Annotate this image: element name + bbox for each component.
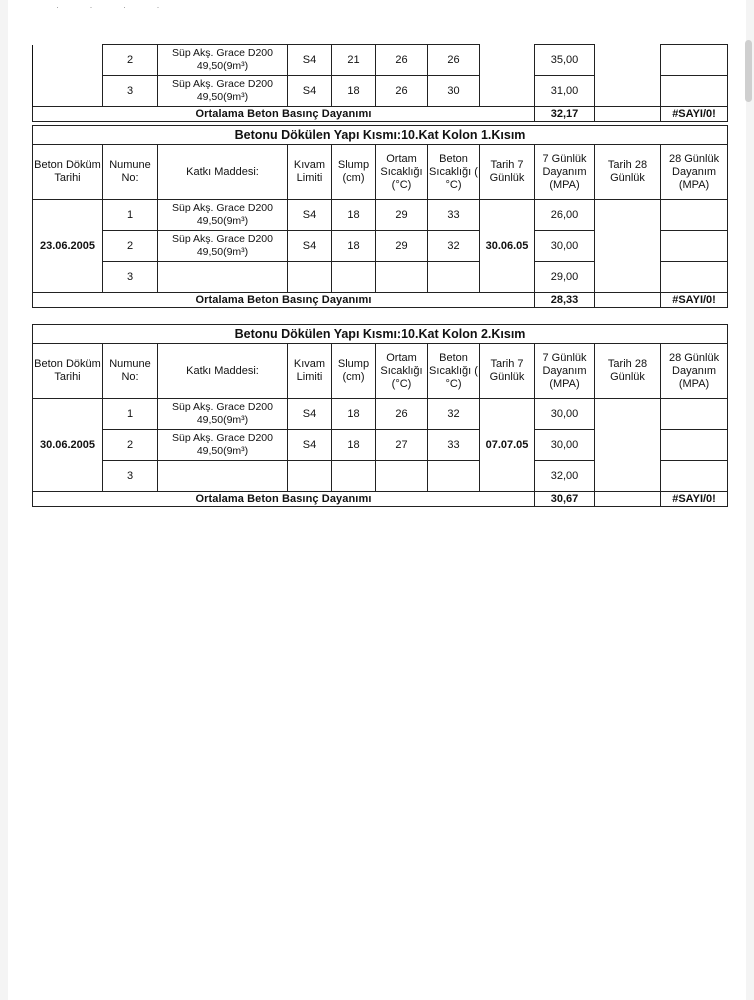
section-2-table xyxy=(32,324,728,507)
slump: 18 xyxy=(332,231,376,262)
section-title-row xyxy=(33,126,728,145)
section-title-row xyxy=(33,325,728,344)
katki-maddesi: Süp Akş. Grace D200 49,50(9m³) xyxy=(158,231,288,262)
beton-sicakligi xyxy=(428,461,480,492)
dayanim-28 xyxy=(661,45,728,76)
table-row xyxy=(33,45,728,76)
header-kivam-limiti: Kıvam Limiti xyxy=(288,344,332,399)
dayanim-28 xyxy=(661,399,728,430)
dayanim-28 xyxy=(661,231,728,262)
header-beton-sicakligi: Beton Sıcaklığı ( °C) xyxy=(428,344,480,399)
header-ortam-sicakligi: Ortam Sıcaklığı (°C) xyxy=(376,344,428,399)
slump: 18 xyxy=(332,76,376,107)
ortam-sicakligi: 29 xyxy=(376,200,428,231)
katki-maddesi xyxy=(158,461,288,492)
average-label: Ortalama Beton Basınç Dayanımı xyxy=(33,492,535,507)
numune-no: 3 xyxy=(103,76,158,107)
kivam-limiti xyxy=(288,461,332,492)
header-ortam-sicakligi: Ortam Sıcaklığı (°C) xyxy=(376,145,428,200)
dokum-tarihi: 23.06.2005 xyxy=(33,200,103,293)
header-beton-dokum-tarihi: Beton Döküm Tarihi xyxy=(33,145,103,200)
tarih-28 xyxy=(595,200,661,293)
header-tarih-7: Tarih 7 Günlük xyxy=(480,145,535,200)
beton-sicakligi: 26 xyxy=(428,45,480,76)
table-row xyxy=(33,76,728,107)
numune-no: 2 xyxy=(103,231,158,262)
ortam-sicakligi: 26 xyxy=(376,399,428,430)
header-numune-no: Numune No: xyxy=(103,344,158,399)
header-beton-sicakligi: Beton Sıcaklığı ( °C) xyxy=(428,145,480,200)
average-label: Ortalama Beton Basınç Dayanımı xyxy=(33,293,535,308)
header-tarih-28: Tarih 28 Günlük xyxy=(595,145,661,200)
scrollbar-thumb[interactable] xyxy=(745,40,752,102)
average-7: 28,33 xyxy=(535,293,595,308)
kivam-limiti: S4 xyxy=(288,231,332,262)
average-28: #SAYI/0! xyxy=(661,492,728,507)
dokum-tarihi: 30.06.2005 xyxy=(33,399,103,492)
dayanim-7: 32,00 xyxy=(535,461,595,492)
header-tarih-7: Tarih 7 Günlük xyxy=(480,344,535,399)
average-28: #SAYI/0! xyxy=(661,107,728,122)
slump: 18 xyxy=(332,399,376,430)
ortam-sicakligi: 29 xyxy=(376,231,428,262)
slump: 18 xyxy=(332,200,376,231)
section-1-table xyxy=(32,125,728,308)
ortam-sicakligi: 27 xyxy=(376,430,428,461)
slump: 18 xyxy=(332,430,376,461)
ortam-sicakligi xyxy=(376,461,428,492)
header-kivam-limiti: Kıvam Limiti xyxy=(288,145,332,200)
dayanim-28 xyxy=(661,76,728,107)
dayanim-28 xyxy=(661,262,728,293)
header-slump: Slump (cm) xyxy=(332,145,376,200)
tarih-7: 07.07.05 xyxy=(480,399,535,492)
dayanim-28 xyxy=(661,430,728,461)
tarih-28 xyxy=(595,399,661,492)
tarih-7: 30.06.05 xyxy=(480,200,535,293)
average-7: 30,67 xyxy=(535,492,595,507)
beton-sicakligi: 30 xyxy=(428,76,480,107)
header-katki-maddesi: Katkı Maddesi: xyxy=(158,145,288,200)
kivam-limiti: S4 xyxy=(288,76,332,107)
numune-no: 3 xyxy=(103,461,158,492)
header-tarih-28: Tarih 28 Günlük xyxy=(595,344,661,399)
katki-maddesi: Süp Akş. Grace D200 49,50(9m³) xyxy=(158,200,288,231)
numune-no: 2 xyxy=(103,45,158,76)
numune-no: 1 xyxy=(103,200,158,231)
slump: 21 xyxy=(332,45,376,76)
dayanim-7: 31,00 xyxy=(535,76,595,107)
ortam-sicakligi: 26 xyxy=(376,76,428,107)
top-partial-table xyxy=(32,44,728,122)
header-dayanim-28: 28 Günlük Dayanım (MPA) xyxy=(661,344,728,399)
dayanim-7: 35,00 xyxy=(535,45,595,76)
numune-no: 3 xyxy=(103,262,158,293)
numune-no: 2 xyxy=(103,430,158,461)
section-title: Betonu Dökülen Yapı Kısmı:10.Kat Kolon 2.Kısım xyxy=(33,325,728,344)
ortam-sicakligi xyxy=(376,262,428,293)
beton-sicakligi: 33 xyxy=(428,430,480,461)
average-row xyxy=(33,492,728,507)
header-beton-dokum-tarihi: Beton Döküm Tarihi xyxy=(33,344,103,399)
kivam-limiti: S4 xyxy=(288,399,332,430)
header-dayanim-7: 7 Günlük Dayanım (MPA) xyxy=(535,145,595,200)
dayanim-7: 30,00 xyxy=(535,231,595,262)
header-slump: Slump (cm) xyxy=(332,344,376,399)
dayanim-7: 30,00 xyxy=(535,399,595,430)
average-28: #SAYI/0! xyxy=(661,293,728,308)
beton-sicakligi: 32 xyxy=(428,231,480,262)
average-row xyxy=(33,293,728,308)
katki-maddesi xyxy=(158,262,288,293)
kivam-limiti: S4 xyxy=(288,200,332,231)
header-row xyxy=(33,344,728,399)
dayanim-28 xyxy=(661,461,728,492)
dayanim-7: 30,00 xyxy=(535,430,595,461)
katki-maddesi: Süp Akş. Grace D200 49,50(9m³) xyxy=(158,45,288,76)
katki-maddesi: Süp Akş. Grace D200 49,50(9m³) xyxy=(158,430,288,461)
ortam-sicakligi: 26 xyxy=(376,45,428,76)
beton-sicakligi xyxy=(428,262,480,293)
header-katki-maddesi: Katkı Maddesi: xyxy=(158,344,288,399)
header-dayanim-7: 7 Günlük Dayanım (MPA) xyxy=(535,344,595,399)
section-title: Betonu Dökülen Yapı Kısmı:10.Kat Kolon 1.Kısım xyxy=(33,126,728,145)
average-label: Ortalama Beton Basınç Dayanımı xyxy=(33,107,535,122)
table-row xyxy=(33,200,728,231)
slump xyxy=(332,262,376,293)
numune-no: 1 xyxy=(103,399,158,430)
scan-specks: · · · · xyxy=(56,2,174,12)
katki-maddesi: Süp Akş. Grace D200 49,50(9m³) xyxy=(158,76,288,107)
beton-sicakligi: 33 xyxy=(428,200,480,231)
beton-sicakligi: 32 xyxy=(428,399,480,430)
average-7: 32,17 xyxy=(535,107,595,122)
kivam-limiti: S4 xyxy=(288,45,332,76)
header-dayanim-28: 28 Günlük Dayanım (MPA) xyxy=(661,145,728,200)
table-row xyxy=(33,399,728,430)
dayanim-28 xyxy=(661,200,728,231)
header-row xyxy=(33,145,728,200)
kivam-limiti: S4 xyxy=(288,430,332,461)
dayanim-7: 29,00 xyxy=(535,262,595,293)
header-numune-no: Numune No: xyxy=(103,145,158,200)
slump xyxy=(332,461,376,492)
average-row xyxy=(33,107,728,122)
kivam-limiti xyxy=(288,262,332,293)
dayanim-7: 26,00 xyxy=(535,200,595,231)
katki-maddesi: Süp Akş. Grace D200 49,50(9m³) xyxy=(158,399,288,430)
